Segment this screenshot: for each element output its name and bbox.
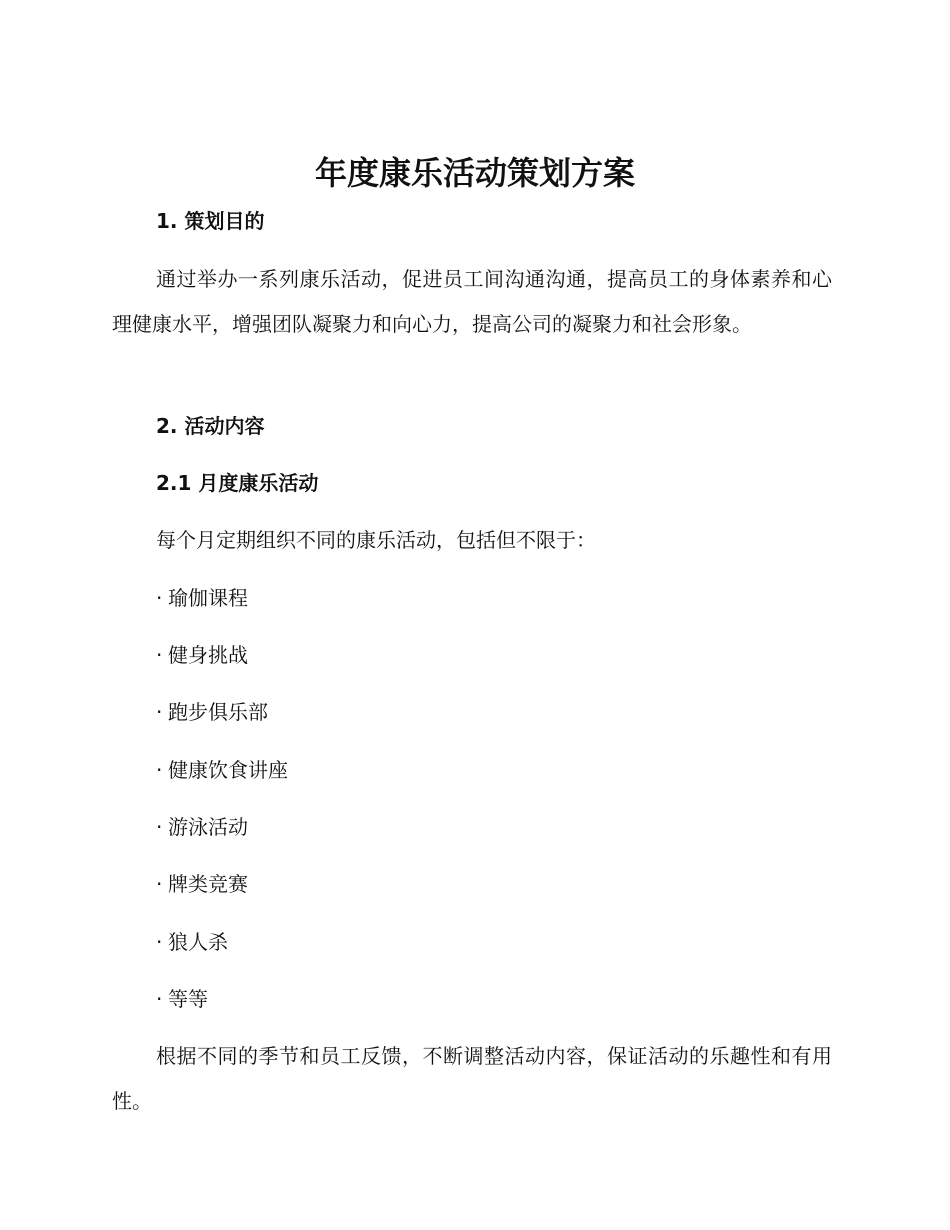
list-item-text: 狼人杀 — [168, 930, 228, 954]
bullet-icon: · — [156, 586, 163, 610]
subsection-heading-monthly: 2.1 月度康乐活动 — [156, 471, 319, 495]
list-item — [156, 640, 248, 670]
list-item-text: 健康饮食讲座 — [168, 758, 288, 782]
monthly-intro-paragraph: 每个月定期组织不同的康乐活动，包括但不限于： — [156, 528, 596, 552]
bullet-icon: · — [156, 930, 163, 954]
bullet-icon: · — [156, 872, 163, 896]
bullet-icon: · — [156, 987, 163, 1011]
bullet-icon: · — [156, 815, 163, 839]
section-heading-purpose: 1. 策划目的 — [156, 209, 265, 233]
purpose-paragraph: 通过举办一系列康乐活动，促进员工间沟通沟通，提高员工的身体素养和心理健康水平，增强团队凝聚力和向心力，提高公司的凝聚力和社会形象。 — [112, 267, 832, 336]
list-item — [156, 984, 208, 1014]
list-item-text: 等等 — [168, 987, 208, 1011]
bullet-icon: · — [156, 700, 163, 724]
list-item — [156, 812, 248, 842]
list-item — [156, 755, 288, 785]
list-item-text: 跑步俱乐部 — [168, 700, 268, 724]
bullet-icon: · — [156, 758, 163, 782]
bullet-icon: · — [156, 643, 163, 667]
list-item-text: 健身挑战 — [168, 643, 248, 667]
list-item — [156, 697, 268, 727]
list-item-text: 瑜伽课程 — [168, 586, 248, 610]
list-item — [156, 869, 248, 899]
list-item — [156, 583, 248, 613]
section-heading-content: 2. 活动内容 — [156, 414, 265, 438]
monthly-closing-paragraph: 根据不同的季节和员工反馈，不断调整活动内容，保证活动的乐趣性和有用性。 — [112, 1044, 832, 1113]
list-item — [156, 927, 228, 957]
document-title: 年度康乐活动策划方案 — [314, 154, 635, 192]
list-item-text: 牌类竞赛 — [168, 872, 248, 896]
list-item-text: 游泳活动 — [168, 815, 248, 839]
